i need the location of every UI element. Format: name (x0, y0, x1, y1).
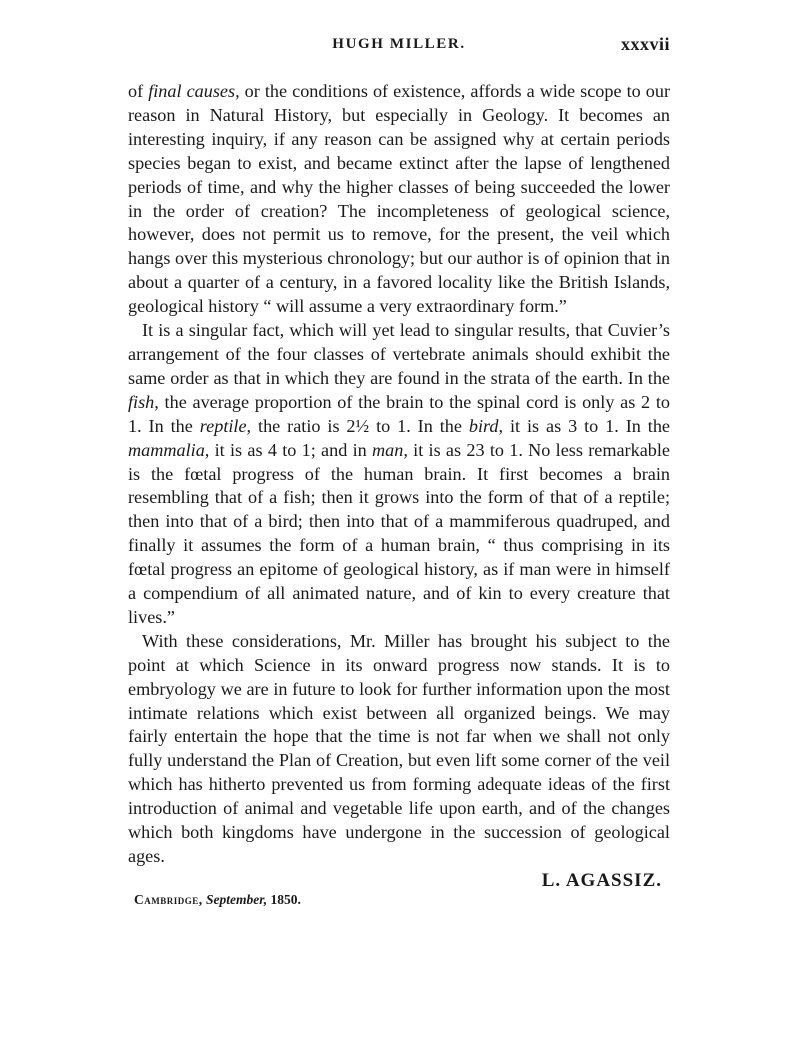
text-run: the ratio is 2½ to 1. In the (251, 415, 469, 436)
text-run: the average proportion of the brain to the spinal cord is only as 2 to 1. In the (128, 391, 670, 436)
text-run: or the conditions of existence, affords a wide scope to our reason in Natural History, but especially in Geology. It becomes an interesting inquiry, if any reason can be assigned why at certain periods species began to exist, and became extinct after the lapse of lengthened periods of time, and why the higher classes of being succeeded the lower in the order of creation? The incompleteness of geological science, however, does not permit us to remove, for the present, the veil which hangs over this mysterious chronology; but our author is of opinion that in about a quarter of a century, in a favored locality like the British Islands, geological history “ will assume a very extraordinary form.” (128, 81, 671, 317)
paragraph-considerations (128, 630, 670, 869)
text-run: it is as 23 to 1. No less remarkable is the fœtal progress of the human brain. It first becomes a brain resembling that of a fish; then it grows into the form of that of a reptile; then into that of a bird; then into that of a mammiferous quadruped, and finally it assumes the form of a human brain, “ thus comprising in its fœtal progress an epitome of geological history, as if man were in himself a compendium of all animated nature, and of kin to every creature that lives.” (128, 439, 670, 627)
text-run: of (128, 81, 149, 101)
text-run: It is a singular fact, which will yet lead to singular results, that Cuvier’s arrangement of the four classes of vertebrate animals should exhibit the same order as that in which they are found in the strata of the earth. In the (128, 320, 670, 388)
paragraph-final-causes (128, 80, 670, 319)
paragraph-singular-fact (128, 319, 670, 630)
page-number: xxxvii (620, 34, 670, 54)
dateline-place: Cambridge, (134, 892, 203, 907)
text-run: With these considerations, Mr. Miller has brought his subject to the point at which Science in its onward progress now stands. It is to embryology we are in future to look for further information upon the most intimate relations which exist between all organized beings. We may fairly entertain the hope that the time is not far when we shall not only fully understand the Plan of Creation, but even lift some corner of the veil which has hitherto prevented us from forming adequate ideas of the first introduction of animal and vegetable life upon earth, and of the changes which both kingdoms have undergone in the succession of geological ages. (128, 630, 670, 866)
running-head (128, 36, 670, 60)
italic-term: man, (372, 439, 408, 460)
author-signature: L. AGASSIZ. (541, 870, 662, 891)
text-run: it is as 4 to 1; and in (209, 439, 372, 460)
dateline-year: 1850. (270, 892, 301, 907)
italic-term: reptile, (199, 415, 252, 436)
text-run: it is as 3 to 1. In the (503, 415, 670, 436)
italic-term: fish, (128, 391, 159, 412)
running-title: HUGH MILLER. (332, 36, 466, 52)
body-text (128, 80, 670, 869)
italic-term: final causes, (148, 81, 240, 101)
dateline (134, 892, 301, 908)
italic-term: mammalia, (128, 439, 210, 460)
dateline-month: September, (206, 892, 268, 907)
italic-term: bird, (468, 415, 504, 436)
